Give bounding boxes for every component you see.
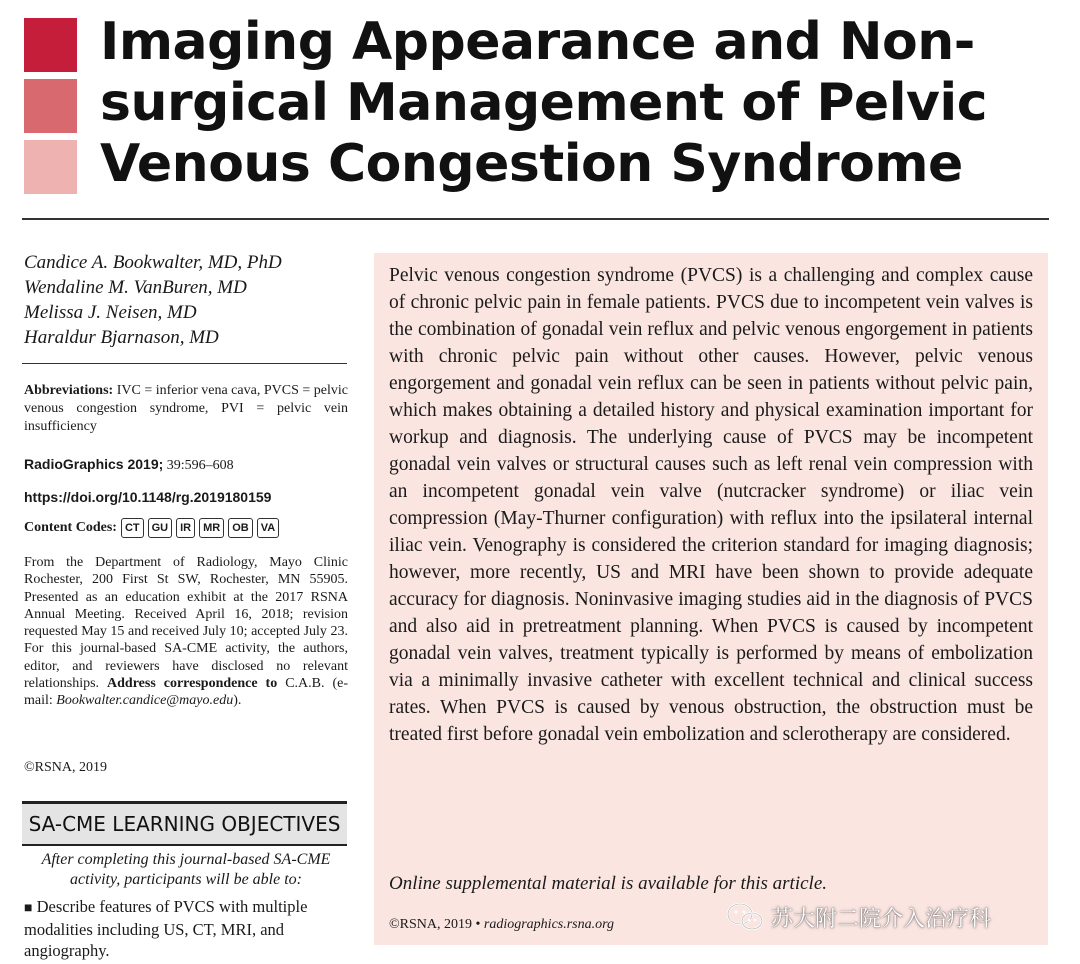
authors-divider [22,363,347,364]
title-line: Venous Congestion Syndrome [100,134,963,194]
content-codes-label: Content Codes: [24,520,117,535]
author: Candice A. Bookwalter, MD, PhD [24,252,282,273]
title-square-dark [24,18,77,72]
content-code-badge: OB [228,518,253,538]
content-code-badge: MR [199,518,224,538]
journal-site-link[interactable]: radiographics.rsna.org [483,917,615,932]
cme-objective-text: Describe features of PVCS with multiple modalities including US, CT, MRI, and angiography. [24,897,308,960]
square-bullet-icon: ■ [24,901,33,916]
title-square-light [24,140,77,194]
supplemental-note: Online supplemental material is available for this article. [389,873,828,894]
content-code-badge: CT [121,518,144,538]
email-suffix: ). [233,693,242,709]
cme-heading: SA-CME LEARNING OBJECTIVES [22,804,347,846]
abstract-box [374,253,1048,945]
affiliation-note [24,554,348,710]
affiliation-text: From the Department of Radiology, Mayo Clinic Rochester, 200 First St SW, Rochester, MN 55905. Presented as an education exhibit at the 2017 RSNA Annual Meeting. Received April 16, 2018; revision requested May 15 and received July 10; accepted July 23. For this journal-based SA-CME activity, the authors, editor, and reviewers have disclosed no relevant relationships. [24,555,348,692]
abstract-copyright [389,917,614,933]
address-name: C.A.B. [285,676,325,692]
author-list [24,250,354,350]
abbreviations [24,382,348,436]
copyright-left: ©RSNA, 2019 [24,760,107,775]
email-link[interactable]: Bookwalter.candice@mayo.edu [56,693,234,709]
title-line: surgical Management of Pelvic [100,73,988,133]
address-label: Address correspondence to [107,676,278,692]
doi-link[interactable]: https://doi.org/10.1148/rg.2019180159 [24,489,272,505]
abstract-copyright-text: ©RSNA, 2019 • [389,917,481,932]
cme-objective [24,896,346,961]
journal-pages: 39:596–608 [166,458,234,473]
content-code-badge: IR [176,518,195,538]
content-code-badge: GU [148,518,173,538]
journal-name: RadioGraphics 2019; [24,456,164,472]
author: Melissa J. Neisen, MD [24,302,197,323]
journal-citation [24,456,348,474]
watermark [725,897,991,937]
author: Wendaline M. VanBuren, MD [24,277,247,298]
wechat-icon [725,902,765,932]
cme-intro: After completing this journal-based SA-CME activity, participants will be able to: [41,851,331,888]
title-line: Imaging Appearance and Non- [100,12,975,72]
watermark-text: 苏大附二院介入治疗科 [771,906,992,932]
content-codes [24,518,354,538]
email-prefix: (e-mail: [24,676,348,709]
abstract-text: Pelvic venous congestion syndrome (PVCS) is a challenging and complex cause of chronic pelvic pain in female patients. PVCS due to incompetent vein valves is the combination of gonadal vein reflux and pelvic venous engorgement in patients with chronic pelvic pain without other causes. However, pelvic venous engorgement and gonadal vein reflux can be seen in patients without pelvic pain, which makes obtaining a detailed history and physical examination important for workup and diagnosis. The underlying cause of PVCS may be incompetent gonadal vein valves or structural causes such as left renal vein compression with an incompetent gonadal vein valve (nutcracker syndrome) or iliac vein compression (May-Thurner configuration) with reflux into the ipsilateral internal iliac vein. Venography is considered the criterion standard for imaging diagnosis; however, more recently, US and MRI have been shown to provide adequate accuracy for diagnosis. Noninvasive imaging studies aid in the diagnosis of PVCS and also aid in pretreatment planning. When PVCS is caused by incompetent gonadal vein valves, treatment typically is performed by means of embolization via a minimally invasive catheter with excellent technical and clinical success rates. When PVCS is caused by venous obstruction, the obstruction must be treated first before gonadal vein embolization and sclerotherapy are considered. [389,265,1033,745]
content-code-badge: VA [257,518,279,538]
author: Haraldur Bjarnason, MD [24,327,219,348]
abbreviations-label: Abbreviations: [24,383,114,398]
article-title [100,12,1060,195]
title-square-mid [24,79,77,133]
abbreviations-text: IVC = inferior vena cava, PVCS = pelvic venous congestion syndrome, PVI = pelvic vein insufficiency [24,383,348,434]
title-divider [22,218,1049,220]
